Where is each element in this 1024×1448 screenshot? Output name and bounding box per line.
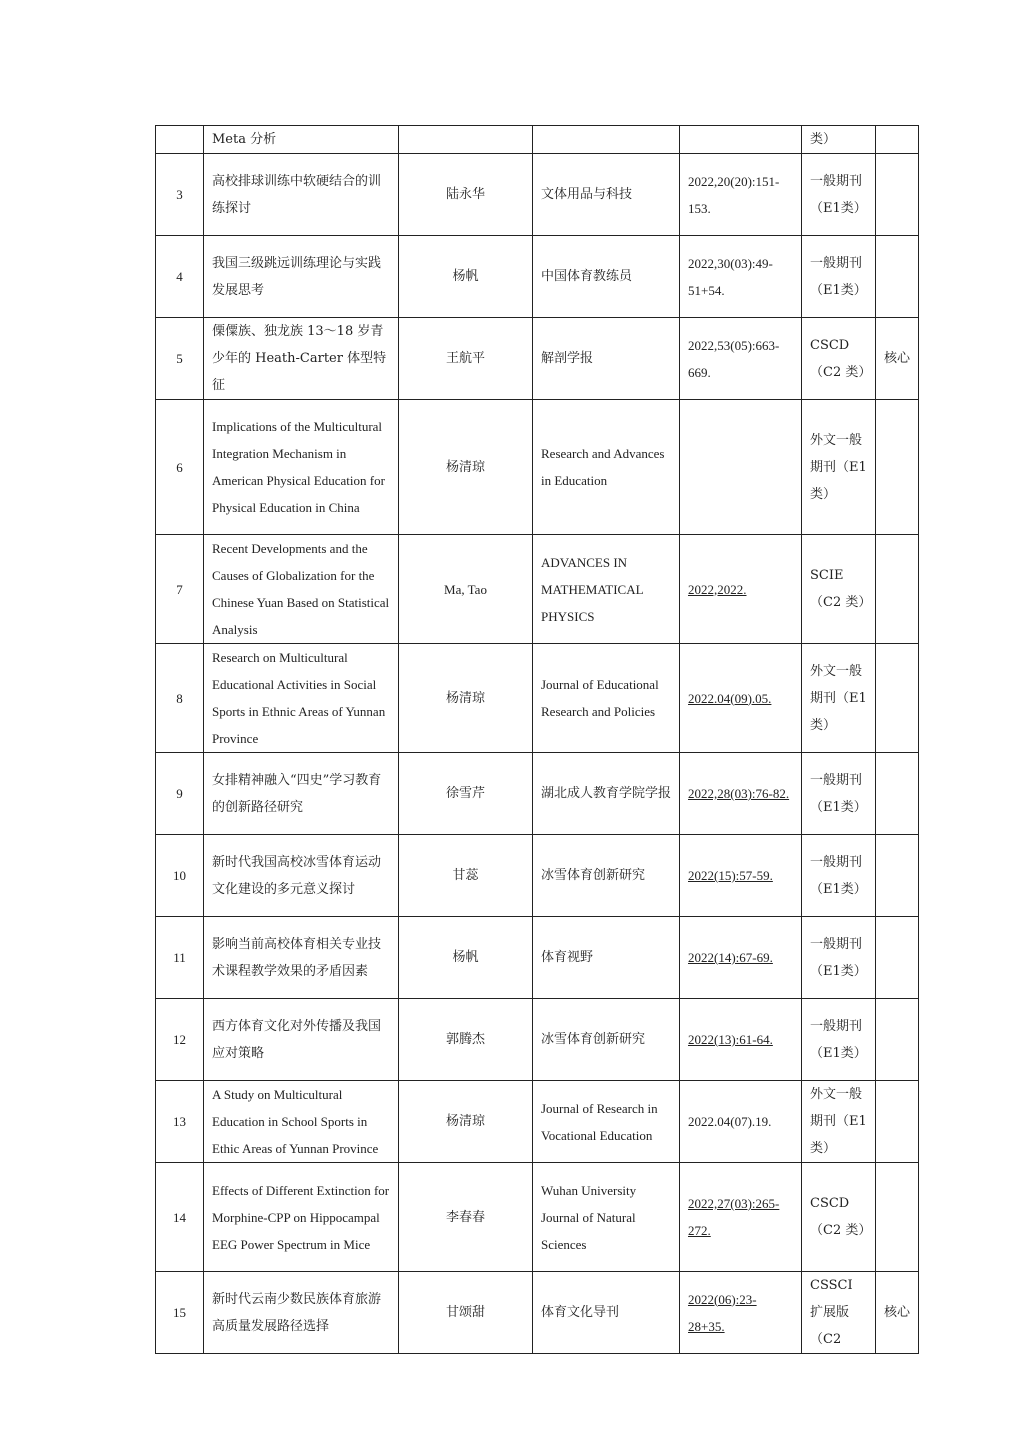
paper-title: 傈僳族、独龙族 13～18 岁青少年的 Heath-Carter 体型特征 (204, 318, 399, 400)
table-row (156, 400, 919, 535)
journal-name: Wuhan University Journal of Natural Sciences (533, 1163, 680, 1272)
volume-pages: 2022,20(20):151-153. (680, 154, 802, 236)
author-name: 李春春 (399, 1163, 533, 1272)
paper-title: Effects of Different Extinction for Morphine-CPP on Hippocampal EEG Power Spectrum in Mice (204, 1163, 399, 1272)
journal-level: CSSCI 扩展版（C2 (802, 1272, 876, 1354)
volume-pages: 2022,27(03):265-272. (680, 1163, 802, 1272)
journal-level: 外文一般期刊（E1 类） (802, 644, 876, 753)
author-name: 王航平 (399, 318, 533, 400)
table-row (156, 835, 919, 917)
table-row (156, 1163, 919, 1272)
author-name: 杨帆 (399, 917, 533, 999)
journal-name: 湖北成人教育学院学报 (533, 753, 680, 835)
paper-title: Research on Multicultural Educational Activities in Social Sports in Ethnic Areas of Yunnan Province (204, 644, 399, 753)
journal-name: 冰雪体育创新研究 (533, 835, 680, 917)
paper-title: Recent Developments and the Causes of Globalization for the Chinese Yuan Based on Statistical Analysis (204, 535, 399, 644)
table-row (156, 535, 919, 644)
core-flag (876, 917, 919, 999)
table-row (156, 236, 919, 318)
journal-name: Journal of Research in Vocational Education (533, 1081, 680, 1163)
journal-level: 类） (802, 126, 876, 154)
volume-pages: 2022,53(05):663-669. (680, 318, 802, 400)
table-row (156, 753, 919, 835)
core-flag (876, 400, 919, 535)
core-flag (876, 753, 919, 835)
table-row (156, 1081, 919, 1163)
author-name: 郭腾杰 (399, 999, 533, 1081)
volume-pages: 2022,30(03):49-51+54. (680, 236, 802, 318)
table-row (156, 154, 919, 236)
paper-title: 高校排球训练中软硬结合的训练探讨 (204, 154, 399, 236)
paper-title: 影响当前高校体育相关专业技术课程教学效果的矛盾因素 (204, 917, 399, 999)
row-number: 5 (156, 318, 204, 400)
volume-pages: 2022(06):23-28+35. (680, 1272, 802, 1354)
paper-title: Meta 分析 (204, 126, 399, 154)
journal-level: 一般期刊（E1类） (802, 917, 876, 999)
volume-pages: 2022(13):61-64. (680, 999, 802, 1081)
journal-name: 文体用品与科技 (533, 154, 680, 236)
author-name: 杨帆 (399, 236, 533, 318)
core-flag: 核心 (876, 1272, 919, 1354)
paper-title: 西方体育文化对外传播及我国应对策略 (204, 999, 399, 1081)
row-number: 11 (156, 917, 204, 999)
table-row (156, 999, 919, 1081)
author-name: 徐雪芹 (399, 753, 533, 835)
core-flag (876, 644, 919, 753)
row-number: 15 (156, 1272, 204, 1354)
journal-name: Research and Advances in Education (533, 400, 680, 535)
volume-pages: 2022.04(09).05. (680, 644, 802, 753)
paper-title: 新时代我国高校冰雪体育运动文化建设的多元意义探讨 (204, 835, 399, 917)
journal-level: 外文一般期刊（E1 类） (802, 1081, 876, 1163)
volume-pages: 2022,28(03):76-82. (680, 753, 802, 835)
row-number: 9 (156, 753, 204, 835)
row-number: 8 (156, 644, 204, 753)
table-row (156, 1272, 919, 1354)
journal-level: 一般期刊（E1类） (802, 835, 876, 917)
row-number: 12 (156, 999, 204, 1081)
volume-pages: 2022,2022. (680, 535, 802, 644)
journal-name: 体育视野 (533, 917, 680, 999)
paper-title: Implications of the Multicultural Integration Mechanism in American Physical Education for Physical Education in China (204, 400, 399, 535)
journal-name: 体育文化导刊 (533, 1272, 680, 1354)
journal-name: 解剖学报 (533, 318, 680, 400)
core-flag (876, 999, 919, 1081)
core-flag (876, 1163, 919, 1272)
journal-level: 外文一般期刊（E1 类） (802, 400, 876, 535)
core-flag (876, 1081, 919, 1163)
author-name: 杨清琼 (399, 400, 533, 535)
table-row (156, 126, 919, 154)
row-number: 10 (156, 835, 204, 917)
row-number: 14 (156, 1163, 204, 1272)
author-name (399, 126, 533, 154)
journal-level: SCIE（C2 类） (802, 535, 876, 644)
author-name: Ma, Tao (399, 535, 533, 644)
journal-name: 中国体育教练员 (533, 236, 680, 318)
volume-pages (680, 126, 802, 154)
journal-level: CSCD（C2 类） (802, 1163, 876, 1272)
volume-pages: 2022(15):57-59. (680, 835, 802, 917)
paper-title: A Study on Multicultural Education in School Sports in Ethic Areas of Yunnan Province (204, 1081, 399, 1163)
author-name: 甘蕊 (399, 835, 533, 917)
core-flag (876, 126, 919, 154)
journal-name: Journal of Educational Research and Policies (533, 644, 680, 753)
journal-level: 一般期刊（E1类） (802, 999, 876, 1081)
author-name: 甘颂甜 (399, 1272, 533, 1354)
author-name: 杨清琼 (399, 1081, 533, 1163)
row-number: 6 (156, 400, 204, 535)
row-number: 3 (156, 154, 204, 236)
core-flag: 核心 (876, 318, 919, 400)
journal-level: CSCD（C2 类） (802, 318, 876, 400)
table-body (156, 126, 919, 1354)
volume-pages (680, 400, 802, 535)
paper-title: 我国三级跳远训练理论与实践发展思考 (204, 236, 399, 318)
core-flag (876, 236, 919, 318)
core-flag (876, 154, 919, 236)
paper-title: 新时代云南少数民族体育旅游高质量发展路径选择 (204, 1272, 399, 1354)
table-row (156, 318, 919, 400)
core-flag (876, 835, 919, 917)
row-number (156, 126, 204, 154)
paper-title: 女排精神融入“四史”学习教育的创新路径研究 (204, 753, 399, 835)
author-name: 陆永华 (399, 154, 533, 236)
row-number: 4 (156, 236, 204, 318)
volume-pages: 2022(14):67-69. (680, 917, 802, 999)
volume-pages: 2022.04(07).19. (680, 1081, 802, 1163)
core-flag (876, 535, 919, 644)
publication-table (155, 125, 919, 1354)
journal-level: 一般期刊（E1类） (802, 154, 876, 236)
row-number: 7 (156, 535, 204, 644)
journal-name: ADVANCES IN MATHEMATICAL PHYSICS (533, 535, 680, 644)
journal-name: 冰雪体育创新研究 (533, 999, 680, 1081)
journal-level: 一般期刊（E1类） (802, 753, 876, 835)
row-number: 13 (156, 1081, 204, 1163)
journal-level: 一般期刊（E1类） (802, 236, 876, 318)
author-name: 杨清琼 (399, 644, 533, 753)
table-row (156, 644, 919, 753)
table-row (156, 917, 919, 999)
journal-name (533, 126, 680, 154)
